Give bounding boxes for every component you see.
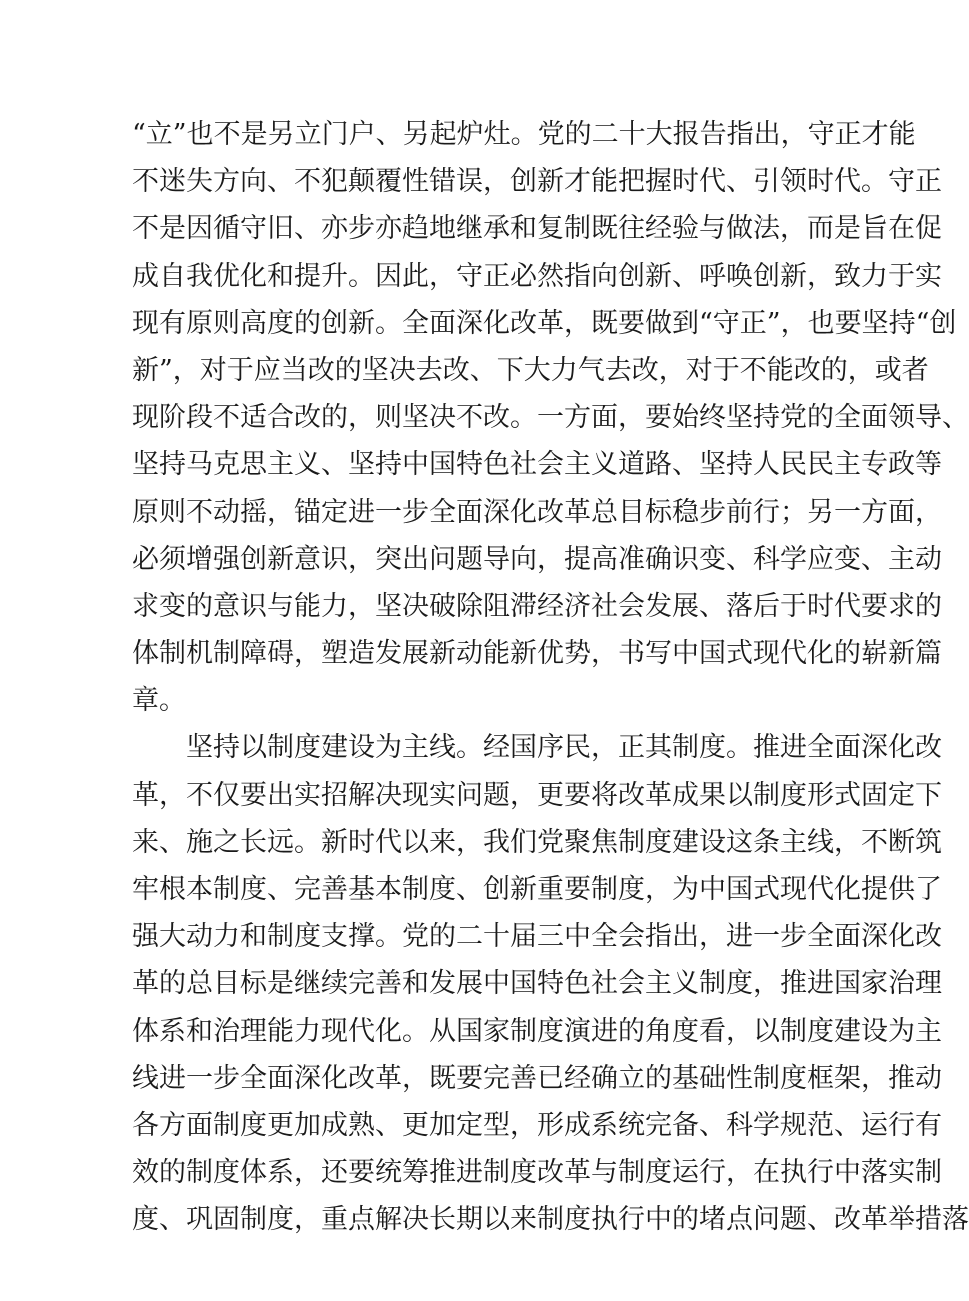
text-line: 体制机制障碍，塑造发展新动能新优势，书写中国式现代化的崭新篇 bbox=[132, 638, 942, 670]
text-line: “立”也不是另立门户、另起炉灶。党的二十大报告指出，守正才能 bbox=[132, 119, 916, 150]
text-line: 现有原则高度的创新。全面深化改革，既要做到“守正”，也要坚持“创 bbox=[132, 307, 957, 339]
text-line: 革，不仅要出实招解决现实问题，更要将改革成果以制度形式固定下 bbox=[132, 779, 942, 811]
text-line: 体系和治理能力现代化。从国家制度演进的角度看，以制度建设为主 bbox=[132, 1015, 942, 1047]
text-line: 各方面制度更加成熟、更加定型，形成系统完备、科学规范、运行有 bbox=[132, 1109, 942, 1141]
text-line: 必须增强创新意识，突出问题导向，提高准确识变、科学应变、主动 bbox=[132, 543, 942, 575]
text-line: 现阶段不适合改的，则坚决不改。一方面，要始终坚持党的全面领导、 bbox=[132, 402, 969, 434]
text-line: 坚持马克思主义、坚持中国特色社会主义道路、坚持人民民主专政等 bbox=[132, 449, 942, 481]
text-line: 来、施之长远。新时代以来，我们党聚焦制度建设这条主线，不断筑 bbox=[132, 826, 942, 858]
text-line: 章。 bbox=[132, 685, 186, 717]
text-line: 牢根本制度、完善基本制度、创新重要制度，为中国式现代化提供了 bbox=[132, 874, 942, 905]
text-line: 求变的意识与能力，坚决破除阻滞经济社会发展、落后于时代要求的 bbox=[132, 590, 942, 622]
paragraph-start-line: 坚持以制度建设为主线。经国序民，正其制度。推进全面深化改 bbox=[186, 732, 942, 764]
text-line: 线进一步全面深化改革，既要完善已经确立的基础性制度框架，推动 bbox=[132, 1062, 942, 1094]
text-line: 革的总目标是继续完善和发展中国特色社会主义制度，推进国家治理 bbox=[132, 968, 942, 1000]
body-text bbox=[132, 111, 969, 1244]
text-line: 不迷失方向、不犯颠覆性错误，创新才能把握时代、引领时代。守正 bbox=[132, 166, 942, 198]
text-line: 度、巩固制度，重点解决长期以来制度执行中的堵点问题、改革举措落 bbox=[132, 1204, 969, 1236]
text-line: 成自我优化和提升。因此，守正必然指向创新、呼唤创新，致力于实 bbox=[132, 260, 942, 292]
text-line: 效的制度体系，还要统筹推进制度改革与制度运行，在执行中落实制 bbox=[132, 1157, 942, 1189]
text-line: 强大动力和制度支撑。党的二十届三中全会指出，进一步全面深化改 bbox=[132, 921, 942, 953]
text-line: 原则不动摇，锚定进一步全面深化改革总目标稳步前行；另一方面， bbox=[132, 496, 942, 528]
text-line: 不是因循守旧、亦步亦趋地继承和复制既往经验与做法，而是旨在促 bbox=[132, 213, 942, 245]
text-line: 新”，对于应当改的坚决去改、下大力气去改，对于不能改的，或者 bbox=[132, 354, 929, 386]
